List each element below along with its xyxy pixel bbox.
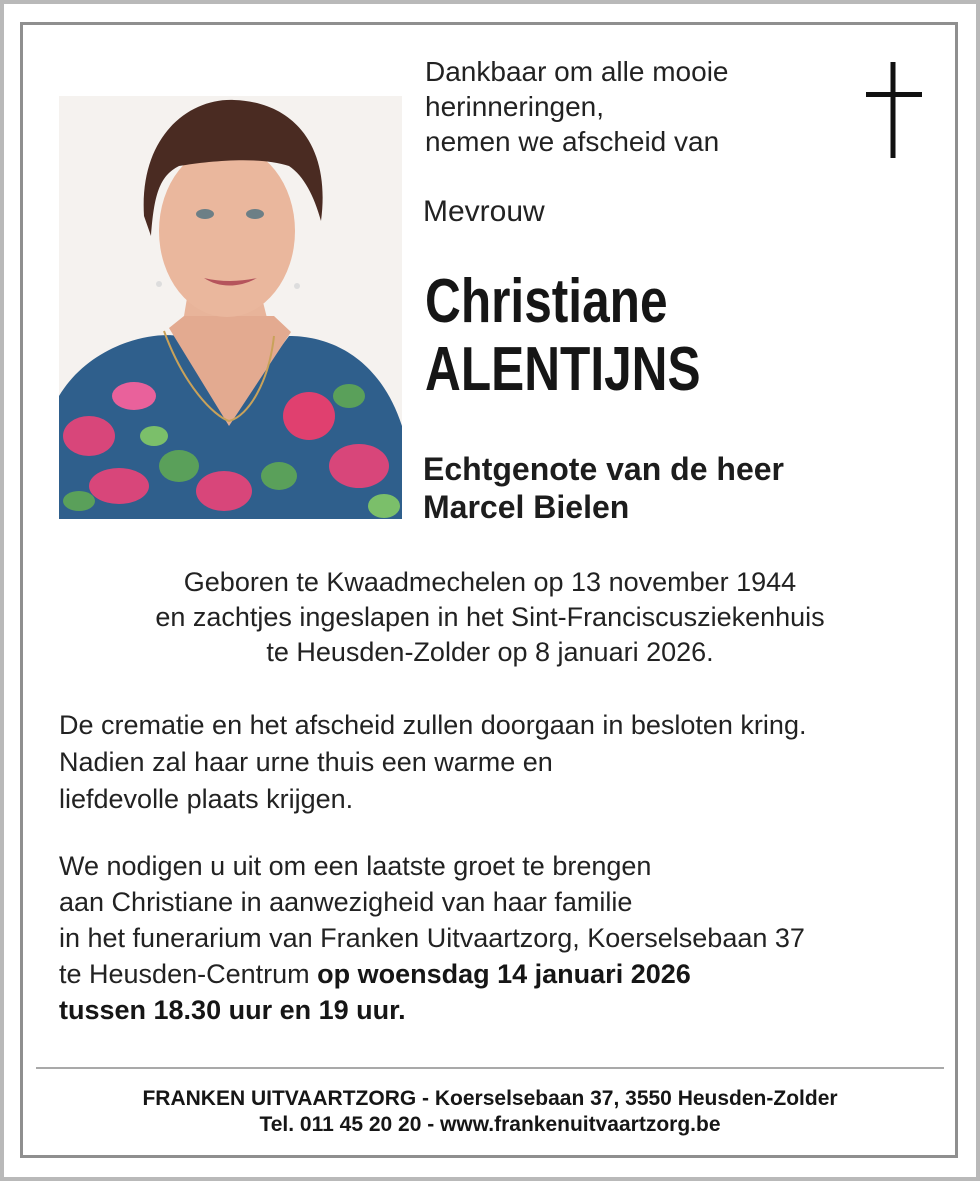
portrait-photo	[59, 96, 402, 519]
birth-line: en zachtjes ingeslapen in het Sint-Franciscusziekenhuis	[155, 602, 825, 632]
intro-text	[425, 54, 845, 159]
deceased-name	[425, 268, 701, 404]
intro-line: herinneringen,	[425, 91, 605, 122]
last-name: ALENTIJNS	[425, 335, 701, 404]
visit-line: aan Christiane in aanwezigheid van haar familie	[59, 887, 633, 917]
spouse-name: Marcel Bielen	[423, 489, 630, 525]
visit-date: op woensdag 14 januari 2026	[317, 959, 691, 989]
divider	[36, 1067, 944, 1069]
intro-line: Dankbaar om alle mooie	[425, 56, 729, 87]
visit-line	[59, 992, 939, 1028]
cremation-line: liefdevolle plaats krijgen.	[59, 784, 354, 814]
funeral-home-footer	[36, 1086, 944, 1138]
footer-address: FRANKEN UITVAARTZORG - Koerselsebaan 37, 3550 Heusden-Zolder	[142, 1087, 838, 1110]
honorific: Mevrouw	[423, 195, 545, 228]
birth-line: Geboren te Kwaadmechelen op 13 november 1944	[183, 567, 797, 597]
visit-line: We nodigen u uit om een laatste groet te brengen	[59, 851, 652, 881]
cremation-line: De crematie en het afscheid zullen doorgaan in besloten kring.	[59, 710, 807, 740]
intro-line: nemen we afscheid van	[425, 126, 720, 157]
visitation-info	[59, 848, 939, 1028]
visit-location: te Heusden-Centrum	[59, 959, 318, 989]
birth-death-info	[40, 565, 940, 670]
footer-contact: Tel. 011 45 20 20 - www.frankenuitvaartzorg.be	[259, 1113, 721, 1136]
visit-line: in het funerarium van Franken Uitvaartzorg, Koerselsebaan 37	[59, 923, 805, 953]
birth-line: te Heusden-Zolder op 8 januari 2026.	[266, 637, 714, 667]
visit-time: tussen 18.30 uur en 19 uur.	[59, 995, 406, 1025]
cross-icon	[866, 62, 922, 158]
spouse-info	[423, 450, 784, 526]
first-name: Christiane	[425, 267, 668, 336]
spouse-line: Echtgenote van de heer	[423, 451, 784, 487]
visit-line	[59, 956, 939, 992]
cremation-line: Nadien zal haar urne thuis een warme en	[59, 747, 553, 777]
cremation-info	[59, 707, 939, 818]
